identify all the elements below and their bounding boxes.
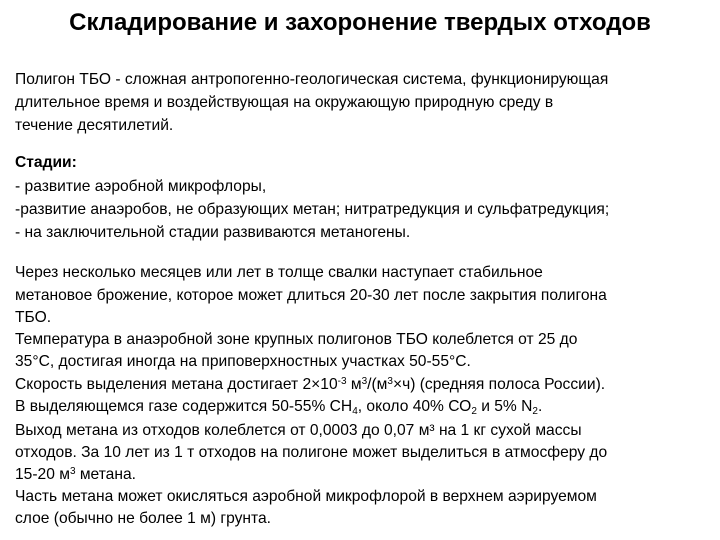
stages-heading: Стадии: bbox=[15, 154, 77, 171]
body-line-3: ТБО. bbox=[15, 309, 52, 326]
unit-text: /(м bbox=[367, 376, 388, 393]
subscript: 2 bbox=[532, 406, 538, 417]
intro-line-2: длительное время и воздействующая на окружающую природную среду в bbox=[15, 94, 554, 111]
stage-item-2: -развитие анаэробов, не образующих метан; нитратредукция и сульфатредукция; bbox=[15, 201, 610, 218]
unit-power: 3 bbox=[69, 466, 76, 477]
unit-text: ×ч) (средняя полоса России). bbox=[392, 376, 606, 393]
volume-text: метана. bbox=[75, 466, 136, 483]
subscript: 2 bbox=[471, 406, 477, 417]
gas-composition-line bbox=[15, 396, 542, 418]
gas-text: . bbox=[537, 398, 543, 415]
stage-item-3: - на заключительной стадии развиваются метаногены. bbox=[15, 224, 411, 241]
body-line-12: слое (обычно не более 1 м) грунта. bbox=[15, 510, 271, 527]
gas-text: , около 40% СО bbox=[357, 398, 472, 415]
body-line-2: метановое брожение, которое может длиться 20-30 лет после закрытия полигона bbox=[15, 287, 607, 304]
volume-text: 15-20 м bbox=[15, 466, 70, 483]
body-line-9: отходов. За 10 лет из 1 т отходов на полигоне может выделиться в атмосферу до bbox=[15, 444, 608, 461]
body-line-1: Через несколько месяцев или лет в толще свалки наступает стабильное bbox=[15, 264, 543, 281]
intro-line-3: течение десятилетий. bbox=[15, 117, 174, 134]
unit-power: 3 bbox=[387, 376, 393, 387]
body-line-4: Температура в анаэробной зоне крупных полигонов ТБО колеблется от 25 до bbox=[15, 331, 578, 348]
slide-title: Складирование и захоронение твердых отходов bbox=[69, 9, 651, 36]
stage-item-1: - развитие аэробной микрофлоры, bbox=[15, 178, 267, 195]
methane-rate-text: Скорость выделения метана достигает 2×10 bbox=[15, 376, 338, 393]
subscript: 4 bbox=[352, 406, 358, 417]
body-line-11: Часть метана может окисляться аэробной микрофлорой в верхнем аэрируемом bbox=[15, 488, 597, 505]
body-line-8: Выход метана из отходов колеблется от 0,0003 до 0,07 м³ на 1 кг сухой массы bbox=[15, 422, 582, 439]
gas-text: и 5% N bbox=[476, 398, 533, 415]
intro-line-1: Полигон ТБО - сложная антропогенно-геологическая система, функционирующая bbox=[15, 71, 609, 88]
body-line-5: 35°С, достигая иногда на приповерхностных участках 50-55°С. bbox=[15, 353, 471, 370]
exponent: -3 bbox=[337, 376, 347, 387]
body-line-10 bbox=[15, 464, 136, 486]
unit-power: 3 bbox=[361, 376, 368, 387]
gas-text: В выделяющемся газе содержится 50-55% СН bbox=[15, 398, 353, 415]
methane-rate-line bbox=[15, 374, 605, 396]
unit-text: м bbox=[346, 376, 362, 393]
